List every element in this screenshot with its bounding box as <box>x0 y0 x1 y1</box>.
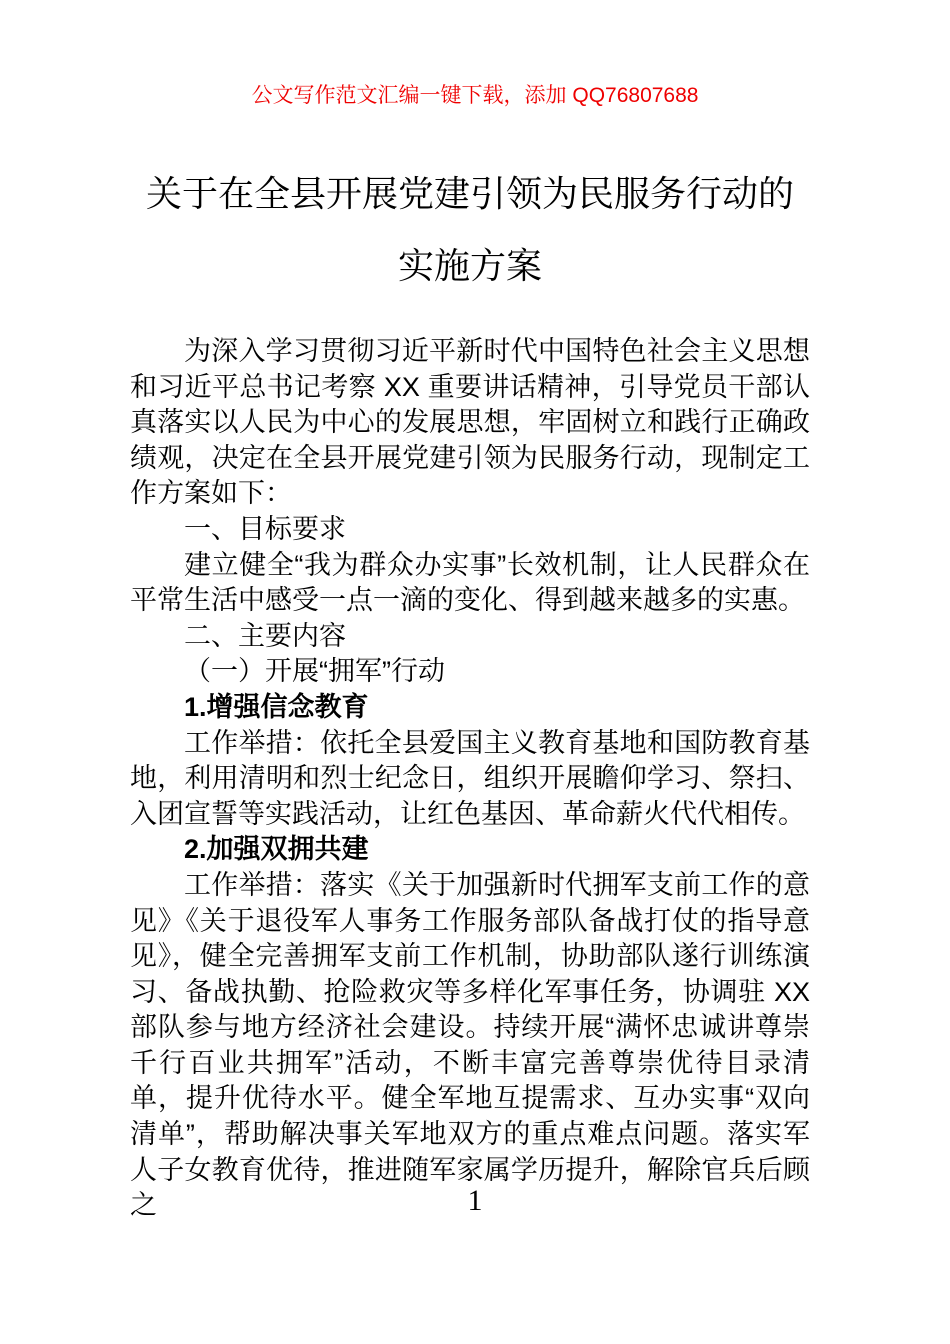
page-number: 1 <box>467 1184 483 1217</box>
title-line-1: 关于在全县开展党建引领为民服务行动的 <box>145 173 794 214</box>
title-line-2: 实施方案 <box>397 245 542 286</box>
paragraph: 二、主要内容 <box>184 620 346 651</box>
section-heading: 1.增强信念教育 <box>184 691 369 722</box>
paragraph: （一）开展“拥军”行动 <box>184 656 445 687</box>
section-heading: 2.加强双拥共建 <box>184 834 369 865</box>
document-title <box>130 158 810 302</box>
document-body <box>130 334 810 1224</box>
paragraph: 工作举措：落实《关于加强新时代拥军支前工作的意见》《关于退役军人事务工作服务部队备战打仗的指导意见》，健全完善拥军支前工作机制，协助部队遂行训练演习、备战执勤、抢险救灾等多样化军事任务，协调驻 XX 部队参与地方经济社会建设。持续开展“满怀忠诚讲尊崇千行百业共拥军”活动，不断丰富完善尊崇优待目录清单，提升优待水平。健全军地互提需求、互办实事“双向清单”，帮助解决事关军地双方的重点难点问题。落实军人子女教育优待，推进随军家属学历提升，解除官兵后顾之 <box>130 869 810 1221</box>
paragraph: 一、目标要求 <box>184 513 346 544</box>
paragraph: 工作举措：依托全县爱国主义教育基地和国防教育基地，利用清明和烈士纪念日，组织开展瞻仰学习、祭扫、入团宣誓等实践活动，让红色基因、革命薪火代代相传。 <box>130 727 810 829</box>
paragraph: 建立健全“我为群众办实事”长效机制，让人民群众在平常生活中感受一点一滴的变化、得到越来越多的实惠。 <box>130 549 810 616</box>
promo-banner: 公文写作范文汇编一键下载，添加 QQ76807688 <box>251 84 699 107</box>
paragraph: 为深入学习贯彻习近平新时代中国特色社会主义思想和习近平总书记考察 XX 重要讲话精神，引导党员干部认真落实以人民为中心的发展思想，牢固树立和践行正确政绩观，决定在全县开展党建引领为民服务行动，现制定工作方案如下： <box>130 336 810 509</box>
